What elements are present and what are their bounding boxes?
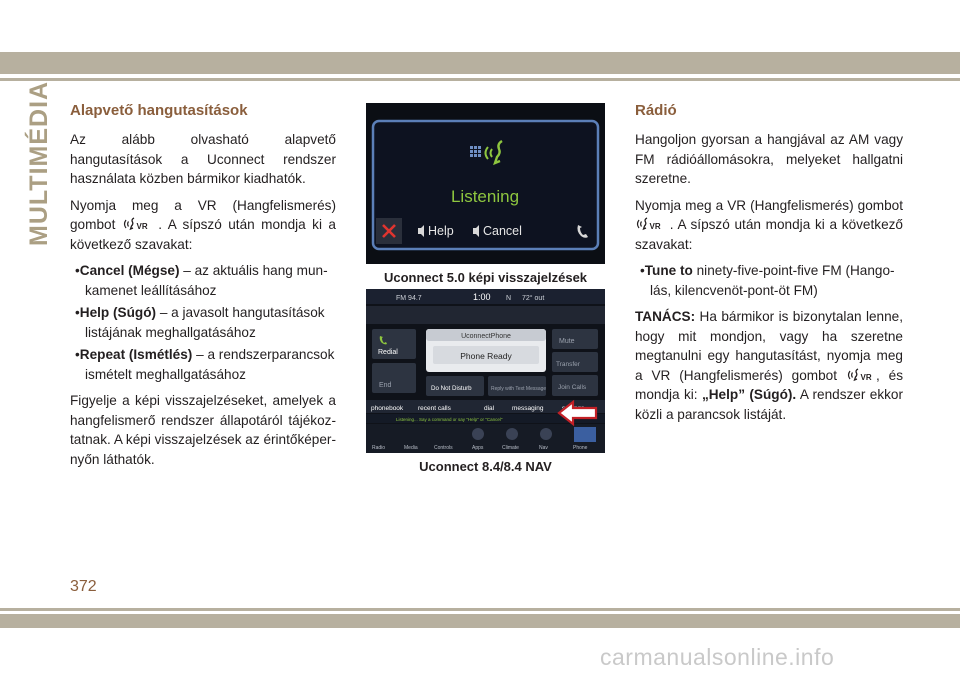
tip-paragraph xyxy=(635,307,903,424)
mute-label: Mute xyxy=(559,338,575,345)
redial-label: Redial xyxy=(378,349,398,356)
nav-controls[interactable]: Controls xyxy=(434,445,453,451)
command-list xyxy=(70,261,336,384)
uconnect-5-screenshot xyxy=(366,103,605,264)
uconnect-8-4-screenshot xyxy=(366,289,605,453)
help-label: Help xyxy=(428,224,454,238)
section-heading-basic-commands: Alapvető hangutasítások xyxy=(70,102,248,119)
basic-commands-intro: Az alább olvasható alapvető hangutasítások a Uconnect rendszer használata közben bármikor kiadhatók. xyxy=(70,132,336,186)
vr-instruction-cont: . A sípszó után mondja ki a következő szavakat: xyxy=(635,217,903,252)
tab-recent-calls[interactable]: recent calls xyxy=(418,405,451,412)
list-item: •Repeat (Ismétlés) – a rendszerparancsok ismételt meghallgatásához xyxy=(75,347,335,382)
list-item: •Cancel (Mégse) – az aktuális hang munkamenet leállításához xyxy=(75,263,328,298)
header-band xyxy=(0,52,960,74)
section-side-label: MULTIMÉDIA xyxy=(25,80,53,246)
list-item: •Help (Súgó) – a javasolt hangutasítások listájának meghallgatásához xyxy=(75,305,325,340)
command-desc: – a javasolt hangutasítások listájának meghallgatásához xyxy=(85,305,325,340)
footer-rule xyxy=(0,608,960,611)
command-term: Help (Súgó) xyxy=(79,305,157,320)
clock: 1:00 xyxy=(473,292,491,302)
tip-mid: , és mondja ki: xyxy=(635,367,904,402)
header-rule xyxy=(0,78,960,81)
tab-messaging[interactable]: messaging xyxy=(512,405,544,412)
dnd-label: Do Not Disturb xyxy=(431,385,472,392)
tip-end: A rendszer ekkor közli a parancsok listáját. xyxy=(635,387,904,422)
footer-band xyxy=(0,614,960,628)
vr-instruction-text: Nyomja meg a VR (Hangfelismerés) gombot xyxy=(635,197,903,213)
nav-radio[interactable]: Radio xyxy=(372,445,386,451)
help-button[interactable] xyxy=(418,224,454,238)
vr-instruction xyxy=(635,196,903,255)
svg-text:VR: VR xyxy=(649,222,661,231)
apps-icon xyxy=(472,428,484,440)
tip-label: TANÁCS: xyxy=(635,309,696,324)
command-term: Tune to xyxy=(644,263,693,278)
command-desc: – az aktuális hang munkamenet leállításához xyxy=(85,263,328,298)
visual-feedback-note: Figyelje a képi visszajelzéseket, amelyek a hangfelismerő rendszer állapotáról tájékoztatnak. A képi visszajelzések az érintőképernyőn láthatók. xyxy=(70,393,336,467)
command-list xyxy=(635,261,903,300)
nav-icon xyxy=(540,428,552,440)
left-column xyxy=(70,101,336,476)
compass: N xyxy=(506,295,512,302)
nav-climate[interactable]: Climate xyxy=(502,445,519,451)
outside-temp: 72° out xyxy=(522,295,545,302)
screenshot-caption: Uconnect 5.0 képi visszajelzések xyxy=(383,270,588,285)
page-number: 372 xyxy=(70,578,97,595)
tip-text: Ha bármikor is bizonytalan lenne, hogy mit mondjon, vagy ha szeretne megtanulni egy hangutasítást, nyomja meg a VR (Hangfelismerés) gombot xyxy=(635,309,903,383)
climate-icon xyxy=(506,428,518,440)
svg-text:VR: VR xyxy=(860,372,872,382)
vr-instruction-text: Nyomja meg a VR (Hangfelismerés) gombot xyxy=(70,197,336,232)
popup-title: UconnectPhone xyxy=(461,333,511,340)
listening-status: Listening xyxy=(450,187,520,206)
cancel-label: Cancel xyxy=(483,224,522,238)
tab-dial[interactable]: dial xyxy=(484,405,495,412)
nav-phone[interactable]: Phone xyxy=(573,445,588,451)
command-term: Repeat (Ismétlés) xyxy=(79,347,193,362)
command-desc: – a rendszerparancsok ismételt meghallgatásához xyxy=(85,347,335,382)
voice-prompt: Listening... Say a command or say "Help" or "Cancel" xyxy=(396,417,503,422)
join-label: Join Calls xyxy=(558,384,587,391)
right-column xyxy=(635,101,903,431)
popup-status: Phone Ready xyxy=(460,351,512,361)
reply-label: Reply with Text Message xyxy=(491,386,547,392)
tip-bold: „Help” (Súgó). xyxy=(701,387,797,402)
section-heading-radio: Rádió xyxy=(635,102,677,119)
screenshot-caption: Uconnect 8.4/8.4 NAV xyxy=(419,459,552,474)
radio-intro: Hangoljon gyorsan a hangjával az AM vagy FM rádióállomásokra, melyeket hallgatni szeretne. xyxy=(635,132,903,186)
watermark: carmanualsonline.info xyxy=(600,644,835,670)
voice-recognition-icon xyxy=(122,217,152,231)
bottom-nav xyxy=(366,424,605,453)
station-readout: FM 94.7 xyxy=(396,295,422,302)
end-label: End xyxy=(379,382,392,389)
list-item: •Tune to ninety-five-point-five FM (Hangolás, kilencvenöt-pont-öt FM) xyxy=(640,263,895,298)
top-tiles xyxy=(366,306,605,324)
svg-text:VR: VR xyxy=(136,222,148,231)
nav-media[interactable]: Media xyxy=(404,445,418,451)
voice-recognition-icon xyxy=(846,368,876,382)
vr-instruction xyxy=(70,196,336,255)
voice-recognition-icon xyxy=(635,217,665,231)
vr-instruction-cont: . A sípszó után mondja ki a következő szavakat: xyxy=(70,217,336,252)
phone-nav-highlight xyxy=(574,427,596,442)
nav-nav[interactable]: Nav xyxy=(539,445,548,451)
command-desc: ninety-five-point-five FM (Hangolás, kilencvenöt-pont-öt FM) xyxy=(650,263,895,298)
transfer-label: Transfer xyxy=(556,361,580,368)
tab-phonebook[interactable]: phonebook xyxy=(371,405,404,412)
command-term: Cancel (Mégse) xyxy=(79,263,180,278)
nav-apps[interactable]: Apps xyxy=(472,445,484,451)
